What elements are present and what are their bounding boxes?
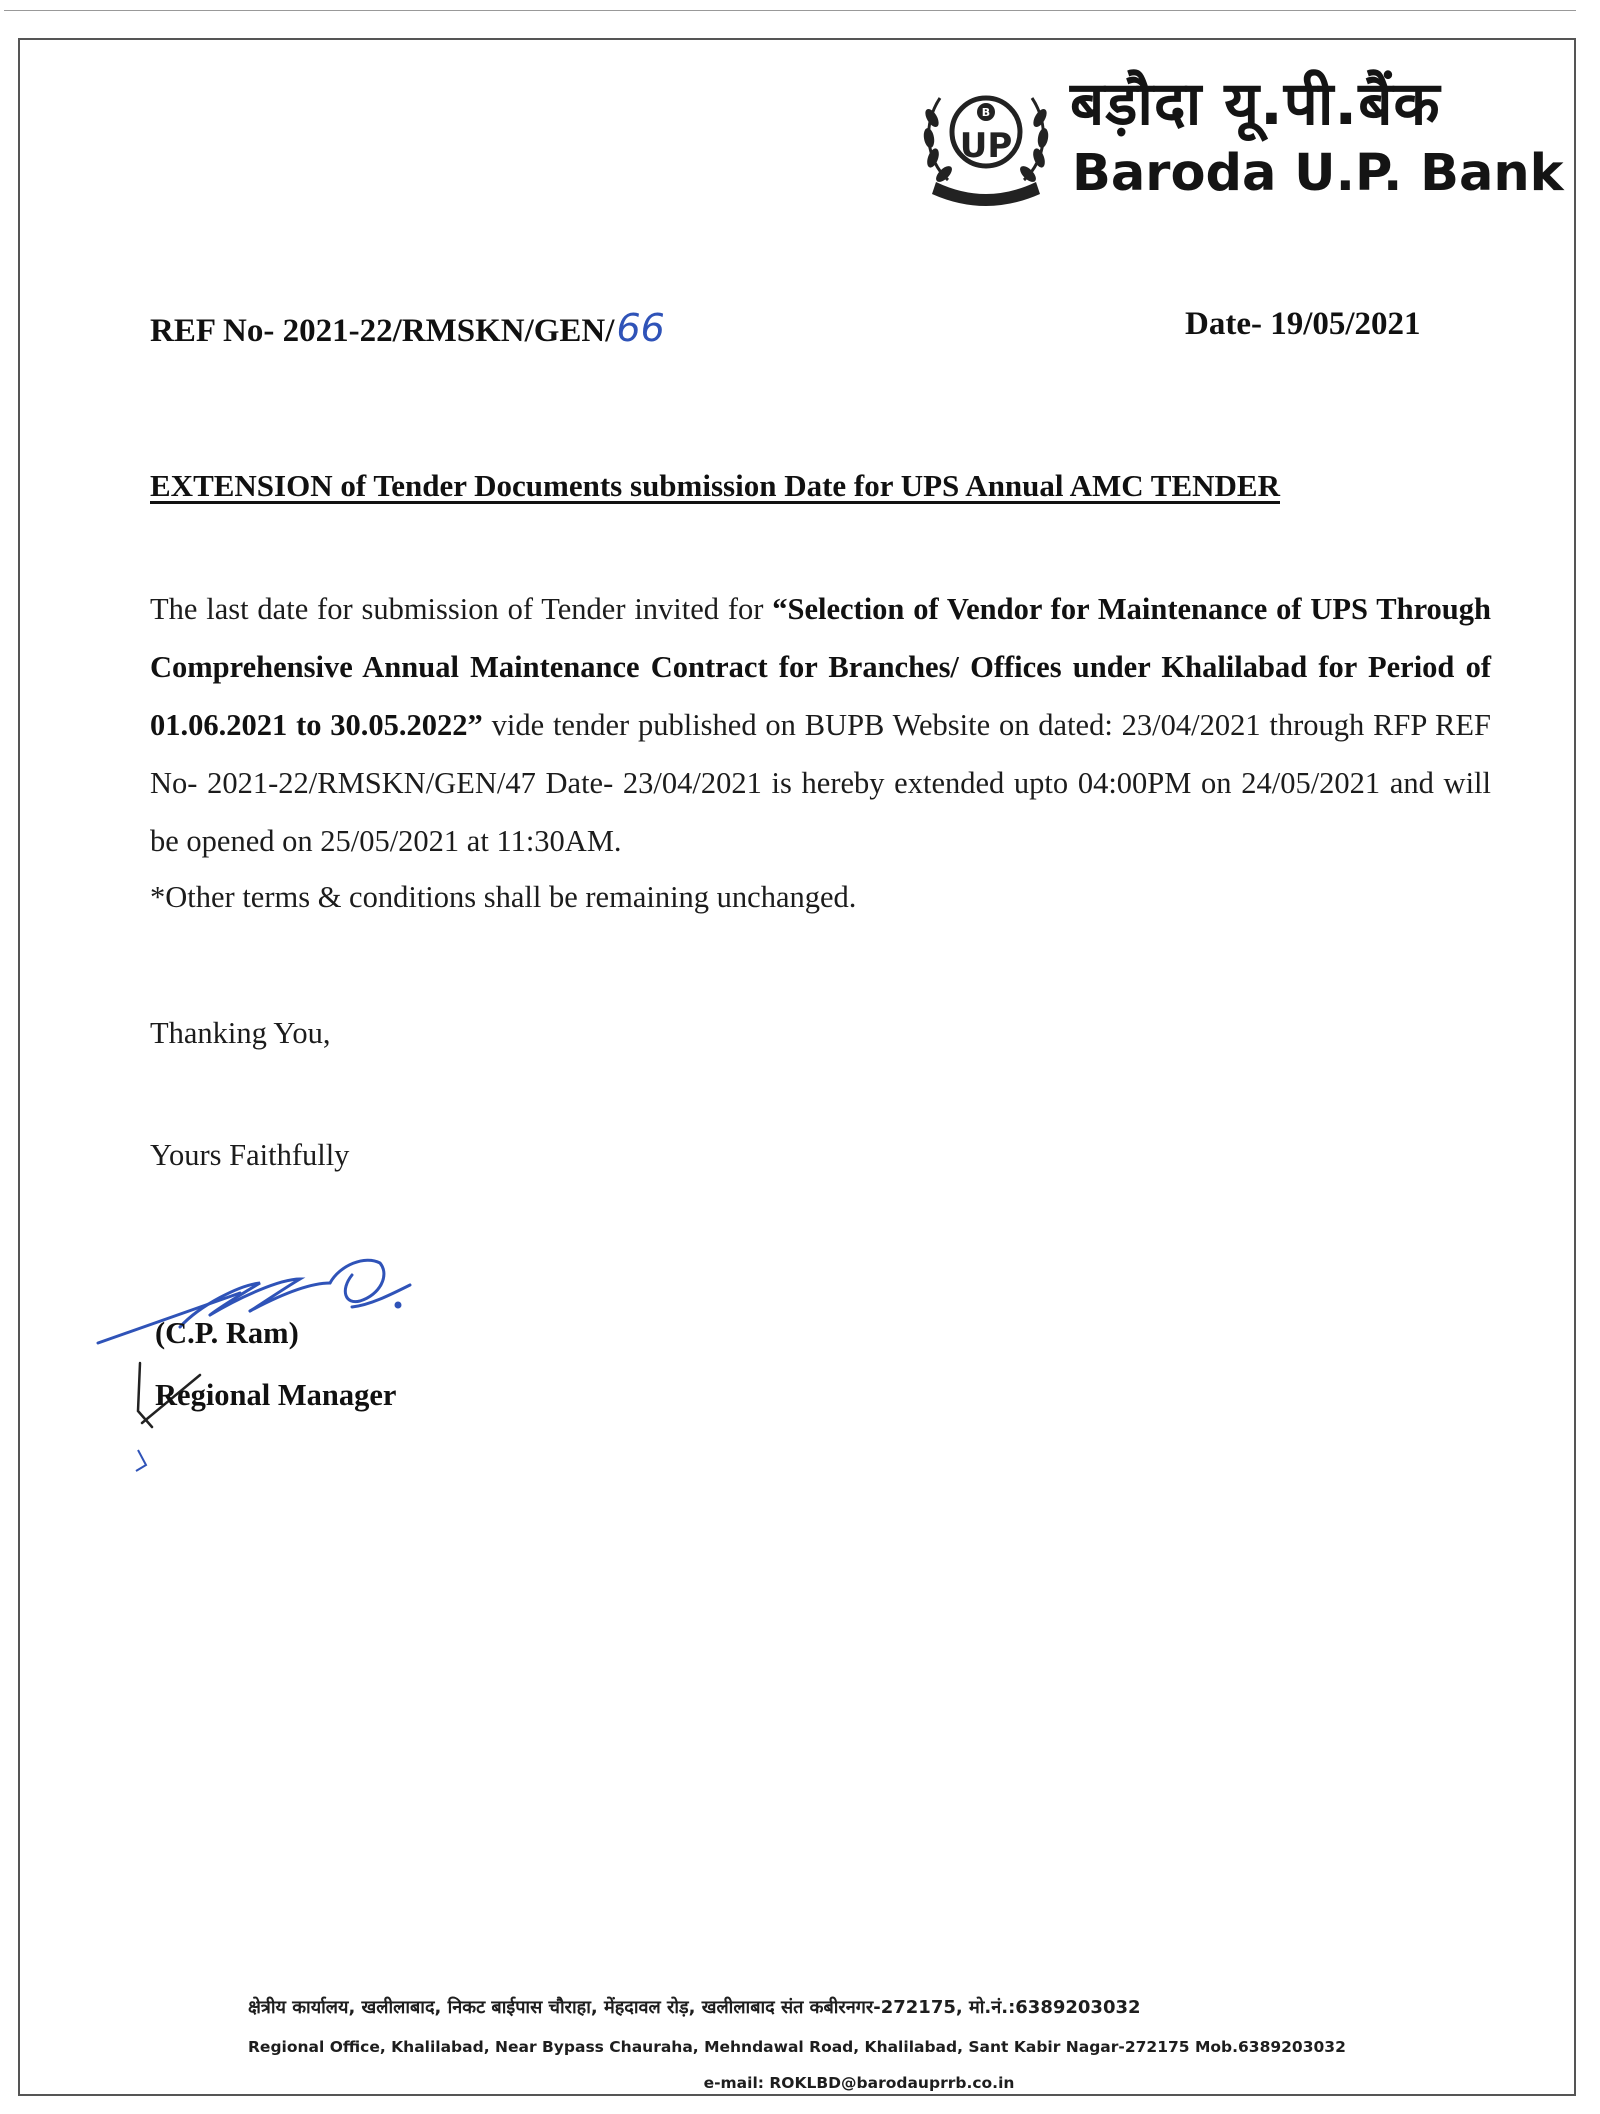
reference-handwritten-number: 66 (616, 306, 665, 350)
closing-thanks: Thanking You, (150, 1016, 331, 1050)
footer-address-hindi: क्षेत्रीय कार्यालय, खलीलाबाद, निकट बाईपास चौराहा, मेंहदावल रोड़, खलीलाबाद संत कबीरनगर-272175, मो.नं.:6389203032 (248, 1997, 1141, 2018)
letter-page (18, 38, 1576, 2096)
letter-body (150, 580, 1491, 870)
bank-name-english: Baroda U.P. Bank (1072, 144, 1564, 203)
tender-title: “Selection of Vendor for Maintenance of UPS Through Comprehensive Annual Maintenance Contract for Branches/ Offices under Khalilabad for Period of 01.06.2021 to 30.05.2022” (150, 592, 1491, 742)
reference-label: REF No- 2021-22/RMSKN/GEN/ (150, 313, 615, 349)
bank-letterhead-logo (918, 62, 1584, 212)
emblem-text: UP (959, 126, 1013, 166)
handwritten-signature (90, 1235, 450, 1485)
reference-number (150, 306, 665, 350)
letter-date: Date- 19/05/2021 (1185, 306, 1421, 342)
letter-subject: EXTENSION of Tender Documents submission Date for UPS Annual AMC TENDER (150, 468, 1280, 503)
footer-address-english: Regional Office, Khalilabad, Near Bypass Chauraha, Mehndawal Road, Khalilabad, Sant Kabir Nagar-272175 Mob.6389203032 (248, 2038, 1346, 2056)
body-details: vide tender published on BUPB Website on dated: 23/04/2021 through RFP REF No- 2021-22/RMSKN/GEN/47 Date- 23/04/2021 is hereby extended upto 04:00PM on 24/05/2021 and will be opened on 25/05/2021 at 11:30AM. (150, 708, 1491, 858)
signatory-designation: Regional Manager (155, 1378, 397, 1412)
svg-text:B: B (981, 106, 991, 119)
bank-name-hindi: बड़ौदा यू.पी.बैंक (1070, 69, 1441, 139)
closing-yours: Yours Faithfully (150, 1138, 350, 1172)
signatory-name: (C.P. Ram) (155, 1316, 299, 1350)
footer-email: e-mail: ROKLBD@barodauprrb.co.in (703, 2074, 1015, 2092)
body-intro: The last date for submission of Tender invited for (150, 592, 773, 626)
terms-note: *Other terms & conditions shall be remaining unchanged. (150, 880, 857, 914)
